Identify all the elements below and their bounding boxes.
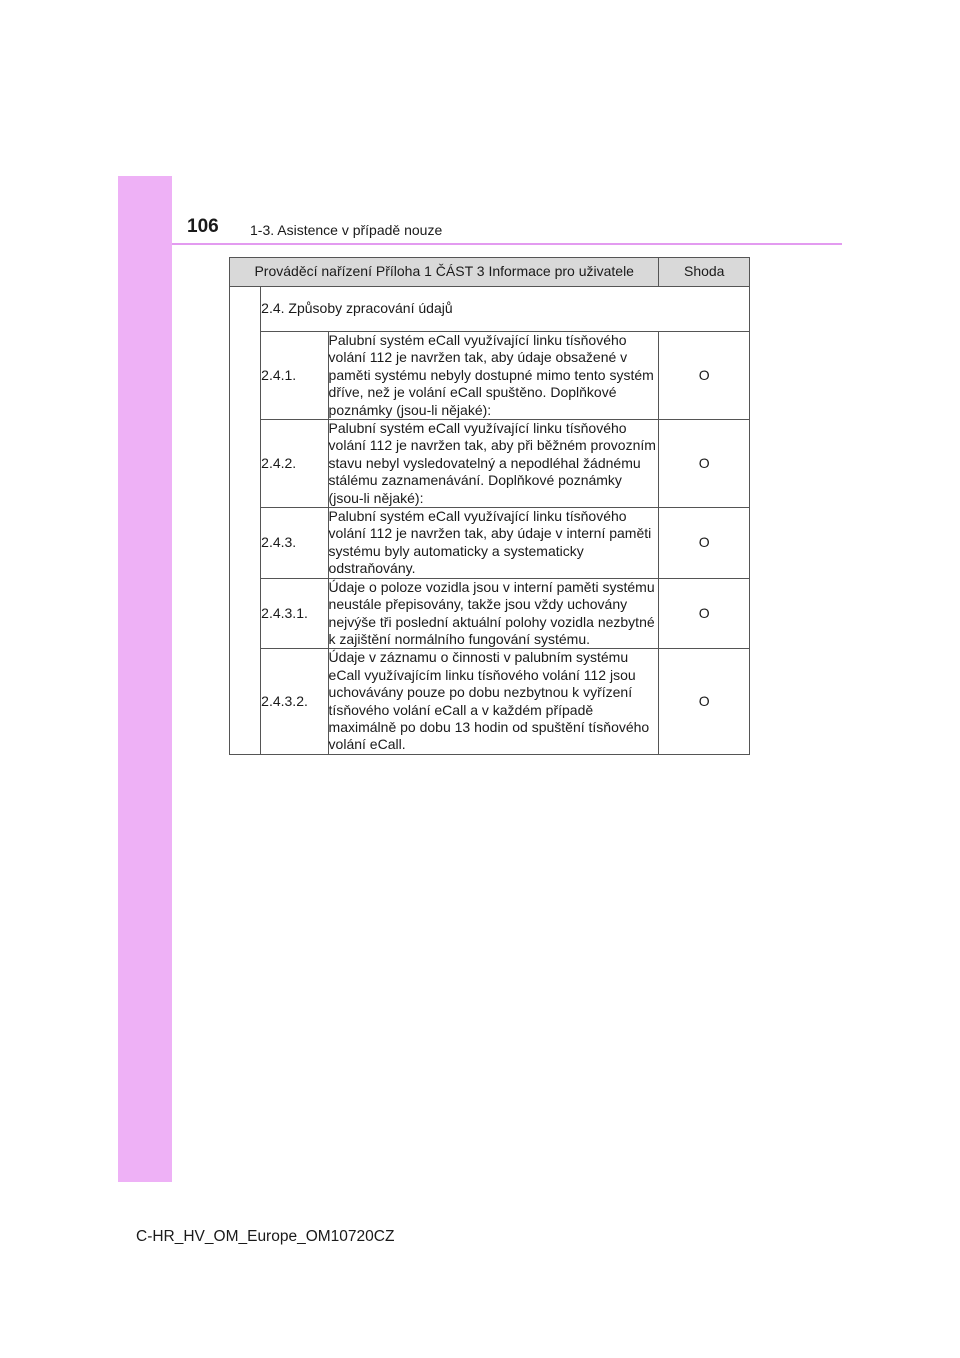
- table-row: [230, 578, 750, 649]
- table-row: [230, 508, 750, 579]
- row-compliance: O: [659, 332, 750, 420]
- row-id: 2.4.2.: [261, 420, 328, 508]
- table-header-row: [230, 258, 750, 287]
- page-number: 106: [187, 216, 219, 237]
- table-row: [230, 332, 750, 420]
- side-tab-band: [118, 176, 172, 1182]
- header-requirement: Prováděcí nařízení Příloha 1 ČÁST 3 Informace pro uživatele: [230, 258, 659, 287]
- row-id: 2.4.1.: [261, 332, 328, 420]
- row-id: 2.4.3.1.: [261, 578, 328, 649]
- indent-cell: [230, 287, 261, 755]
- subsection-title: 2.4. Způsoby zpracování údajů: [261, 287, 750, 332]
- header-divider: [172, 243, 842, 245]
- row-compliance: O: [659, 420, 750, 508]
- compliance-table: [229, 257, 750, 755]
- row-id: 2.4.3.2.: [261, 649, 328, 754]
- document-code: C-HR_HV_OM_Europe_OM10720CZ: [136, 1228, 395, 1245]
- row-id: 2.4.3.: [261, 508, 328, 579]
- row-text: Údaje o poloze vozidla jsou v interní paměti systému neustále přepisovány, takže jsou vždy uchovány nejvýše tři poslední aktuální polohy vozidla nezbytné k zajištění normálního fungování systému.: [328, 578, 659, 649]
- table-row: [230, 287, 750, 332]
- row-compliance: O: [659, 649, 750, 754]
- table-row: [230, 649, 750, 754]
- row-compliance: O: [659, 578, 750, 649]
- row-text: Palubní systém eCall využívající linku tísňového volání 112 je navržen tak, aby údaje obsažené v paměti systému nebyly dostupné mimo tento systém dříve, než je volání eCall spuštěno. Doplňkové poznámky (jsou-li nějaké):: [328, 332, 659, 420]
- row-text: Údaje v záznamu o činnosti v palubním systému eCall využívajícím linku tísňového volání 112 jsou uchovávány pouze po dobu nezbytnou k vyřízení tísňového volání eCall a v každém případě maximálně po dobu 13 hodin od spuštění tísňového volání eCall.: [328, 649, 659, 754]
- section-title: 1-3. Asistence v případě nouze: [250, 222, 443, 238]
- header-compliance: Shoda: [659, 258, 750, 287]
- row-compliance: O: [659, 508, 750, 579]
- table-row: [230, 420, 750, 508]
- row-text: Palubní systém eCall využívající linku tísňového volání 112 je navržen tak, aby při běžném provozním stavu nebyl vysledovatelný a nepodléhal žádnému stálému zaznamenávání. Doplňkové poznámky (jsou-li nějaké):: [328, 420, 659, 508]
- row-text: Palubní systém eCall využívající linku tísňového volání 112 je navržen tak, aby údaje v interní paměti systému byly automaticky a systematicky odstraňovány.: [328, 508, 659, 579]
